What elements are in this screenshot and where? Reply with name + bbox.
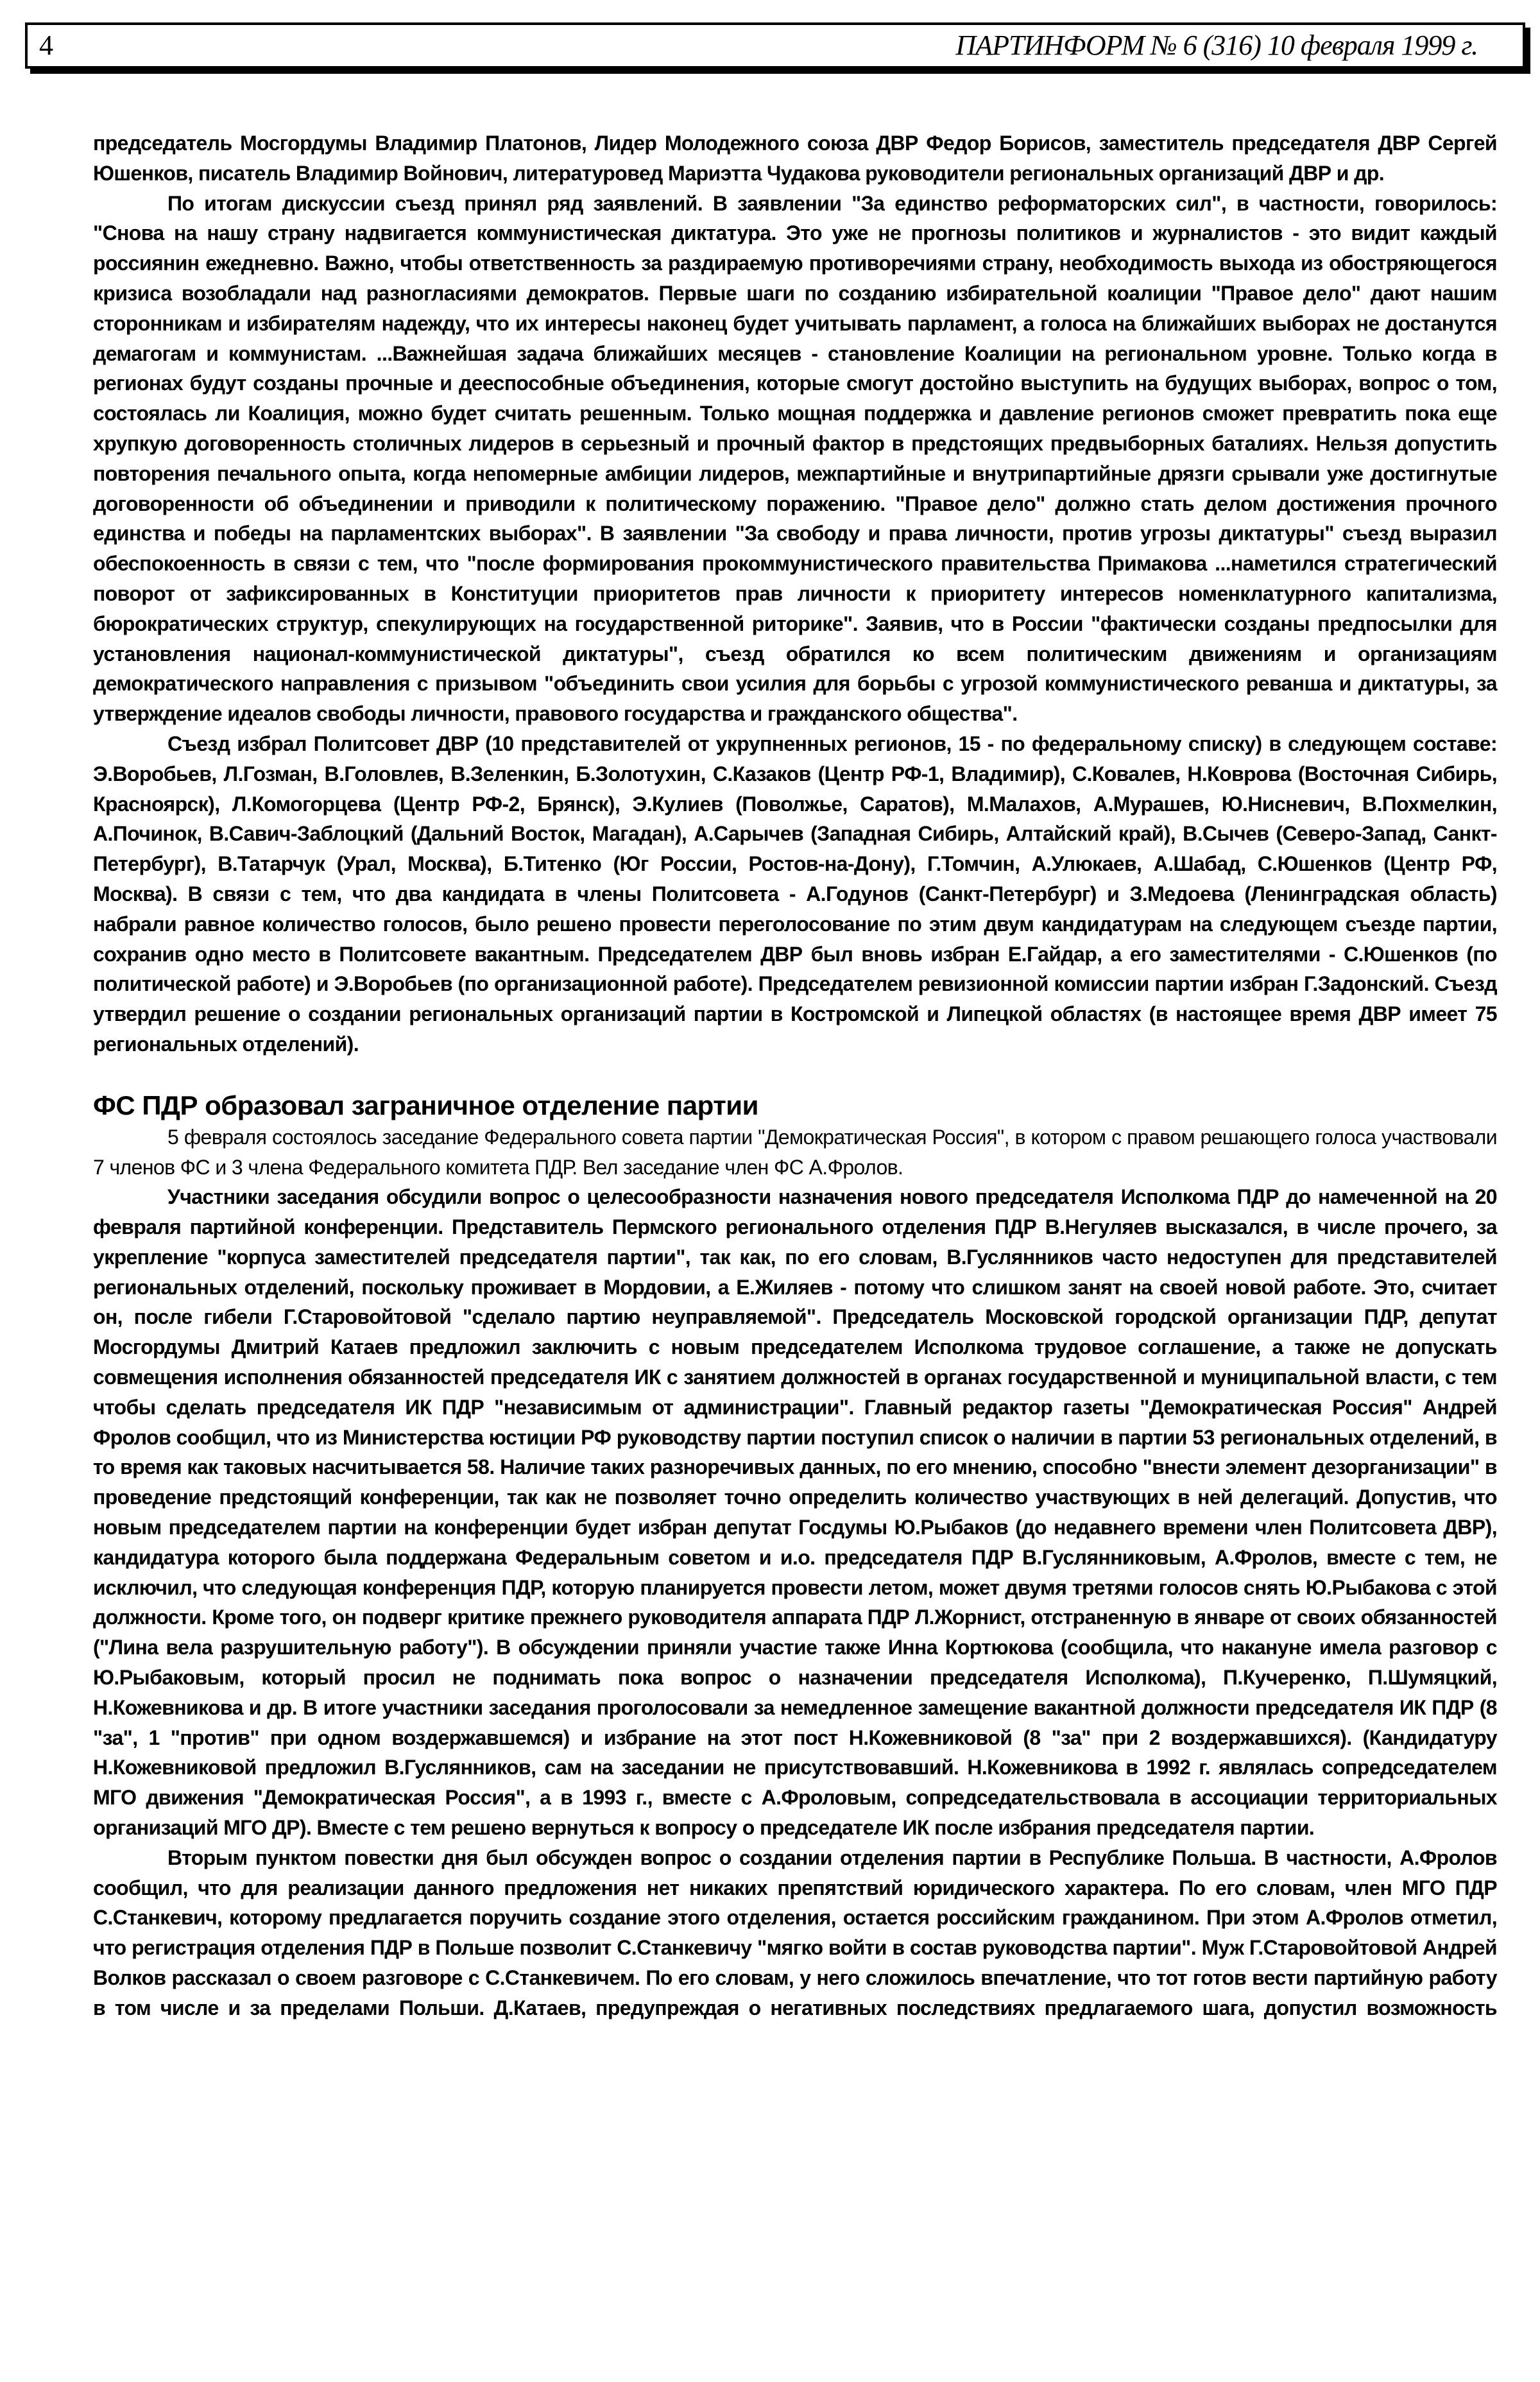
page-body bbox=[93, 128, 1497, 2023]
page-number: 4 bbox=[39, 30, 53, 61]
paragraph: Участники заседания обсудили вопрос о целесообразности назначения нового председателя Исполкома ПДР до намеченной на 20 февраля партийной конференции. Представитель Пермского регионального отделения ПДР В.Негуляев высказался, в числе прочего, за укрепление "корпуса заместителей председателя партии", так как, по его словам, В.Гуслянников часто недоступен для представителей региональных отделений, поскольку проживает в Мордовии, а Е.Жиляев - потому что слишком занят на своей новой работе. Это, считает он, после гибели Г.Старовойтовой "сделало партию неуправляемой". Председатель Московской городской организации ПДР, депутат Мосгордумы Дмитрий Катаев предложил заключить с новым председателем Исполкома трудовое соглашение, а также не допускать совмещения исполнения обязанностей председателя ИК с занятием должностей в органах государственной и муниципальной власти, с тем чтобы сделать председателя ИК ПДР "независимым от администрации". Главный редактор газеты "Демократическая Россия" Андрей Фролов сообщил, что из Министерства юстиции РФ руководству партии поступил список о наличии в партии 53 региональных отделений, в то время как таковых насчитывается 58. Наличие таких разноречивых данных, по его мнению, способно "внести элемент дезорганизации" в проведение предстоящий конференции, так как не позволяет точно определить количество участвующих в ней делегаций. Допустив, что новым председателем партии на конференции будет избран депутат Госдумы Ю.Рыбаков (до недавнего времени член Политсовета ДВР), кандидатура которого была поддержана Федеральным советом и и.о. председателя ПДР В.Гуслянниковым, А.Фролов, вместе с тем, не исключил, что следующая конференция ПДР, которую планируется провести летом, может двумя третями голосов снять Ю.Рыбакова с этой должности. Кроме того, он подверг критике прежнего руководителя аппарата ПДР Л.Жорнист, отстраненную в январе от своих обязанностей ("Лина вела разрушительную работу"). В обсуждении приняли участие также Инна Кортюкова (сообщила, что накануне имела разговор с Ю.Рыбаковым, который просил не поднимать пока вопрос о назначении председателя Исполкома), П.Кучеренко, П.Шумяцкий, Н.Кожевникова и др. В итоге участники заседания проголосовали за немедленное замещение вакантной должности председателя ИК ПДР (8 "за", 1 "против" при одном воздержавшемся) и избрание на этот пост Н.Кожевниковой (8 "за" при 2 воздержавшихся). (Кандидатуру Н.Кожевниковой предложил В.Гуслянников, сам на заседании не присутствовавший. Н.Кожевникова в 1992 г. являлась сопредседателем МГО движения "Демократическая Россия", а в 1993 г., вместе с А.Фроловым, сопредседательствовала в ассоциации территориальных организаций МГО ДР). Вместе с тем решено вернуться к вопросу о председателе ИК после избрания председателя партии. bbox=[93, 1185, 1497, 1840]
paragraph: председатель Мосгордумы Владимир Платонов, Лидер Молодежного союза ДВР Федор Борисов, заместитель председателя ДВР Сергей Юшенков, писатель Владимир Войнович, литературовед Мариэтта Чудакова руководители региональных организаций ДВР и др. bbox=[93, 132, 1497, 185]
paragraph: По итогам дискуссии съезд принял ряд заявлений. В заявлении "За единство реформаторских сил", в частности, говорилось: "Снова на нашу страну надвигается коммунистическая диктатура. Это уже не прогнозы политиков и журналистов - это видит каждый россиянин ежедневно. Важно, чтобы ответственность за раздираемую противоречиями страну, необходимость выхода из обостряющегося кризиса возобладали над разногласиями демократов. Первые шаги по созданию избирательной коалиции "Правое дело" дают нашим сторонникам и избирателям надежду, что их интересы наконец будет учитывать парламент, а голоса на ближайших выборах не достанутся демагогам и коммунистам. ...Важнейшая задача ближайших месяцев - становление Коалиции на региональном уровне. Только когда в регионах будут созданы прочные и дееспособные объединения, которые смогут достойно выступить на будущих выборах, вопрос о том, состоялась ли Коалиция, можно будет считать решенным. Только мощная поддержка и давление регионов сможет превратить пока еще хрупкую договоренность столичных лидеров в серьезный и прочный фактор в предстоящих предвыборных баталиях. Нельзя допустить повторения печального опыта, когда непомерные амбиции лидеров, межпартийные и внутрипартийные дрязги срывали уже достигнутые договоренности об объединении и приводили к политическому поражению. "Правое дело" должно стать делом достижения прочного единства и победы на парламентских выборах". В заявлении "За свободу и права личности, против угрозы диктатуры" съезд выразил обеспокоенность в связи с тем, что "после формирования прокоммунистического правительства Примакова ...наметился стратегический поворот от зафиксированных в Конституции приоритетов прав личности к приоритету интересов номенклатурного капитализма, бюрократических структур, спекулирующих на государственной риторике". Заявив, что в России "фактически созданы предпосылки для установления национал-коммунистической диктатуры", съезд обратился ко всем политическим движениям и организациям демократического направления с призывом "объединить свои усилия для борьбы с угрозой коммунистического реванша и диктатуры, за утверждение идеалов свободы личности, правового государства и гражданского общества". bbox=[93, 191, 1497, 726]
page-header bbox=[25, 22, 1525, 69]
article-lead: 5 февраля состоялось заседание Федерального совета партии "Демократическая Россия", в котором с правом решающего голоса участвовали 7 членов ФС и 3 члена Федерального комитета ПДР. Вел заседание член ФС А.Фролов. bbox=[93, 1125, 1497, 1179]
article-heading: ФС ПДР образовал заграничное отделение партии bbox=[93, 1090, 758, 1120]
paragraph: Вторым пунктом повестки дня был обсужден вопрос о создании отделения партии в Республике Польша. В частности, А.Фролов сообщил, что для реализации данного предложения нет никаких препятствий юридического характера. По его словам, член МГО ПДР С.Станкевич, которому предлагается поручить создание этого отделения, остается российским гражданином. При этом А.Фролов отметил, что регистрация отделения ПДР в Польше позволит С.Станкевичу "мягко войти в состав руководства партии". Муж Г.Старовойтовой Андрей Волков рассказал о своем разговоре с С.Станкевичем. По его словам, у него сложилось впечатление, что тот готов вести партийную работу в том числе и за пределами Польши. Д.Катаев, предупреждая о негативных последствиях предлагаемого шага, допустил возможность bbox=[93, 1846, 1497, 2019]
issue-title: ПАРТИНФОРМ № 6 (316) 10 февраля 1999 г. bbox=[955, 30, 1478, 61]
paragraph: Съезд избрал Политсовет ДВР (10 представителей от укрупненных регионов, 15 - по федеральному списку) в следующем составе: Э.Воробьев, Л.Гозман, В.Головлев, В.Зеленкин, Б.Золотухин, С.Казаков (Центр РФ-1, Владимир), С.Ковалев, Н.Коврова (Восточная Сибирь, Красноярск), Л.Комогорцева (Центр РФ-2, Брянск), Э.Кулиев (Поволжье, Саратов), М.Малахов, А.Мурашев, Ю.Нисневич, В.Похмелкин, А.Починок, В.Савич-Заблоцкий (Дальний Восток, Магадан), А.Сарычев (Западная Сибирь, Алтайский край), В.Сычев (Северо-Запад, Санкт-Петербург), В.Татарчук (Урал, Москва), Б.Титенко (Юг России, Ростов-на-Дону), Г.Томчин, А.Улюкаев, А.Шабад, С.Юшенков (Центр РФ, Москва). В связи с тем, что два кандидата в члены Политсовета - А.Годунов (Санкт-Петербург) и З.Медоева (Ленинградская область) набрали равное количество голосов, было решено провести переголосование по этим двум кандидатурам на следующем съезде партии, сохранив одно место в Политсовете вакантным. Председателем ДВР был вновь избран Е.Гайдар, а его заместителями - С.Юшенков (по политической работе) и Э.Воробьев (по организационной работе). Председателем ревизионной комиссии партии избран Г.Задонский. Съезд утвердил решение о создании региональных организаций партии в Костромской и Липецкой областях (в настоящее время ДВР имеет 75 региональных отделений). bbox=[93, 732, 1497, 1056]
